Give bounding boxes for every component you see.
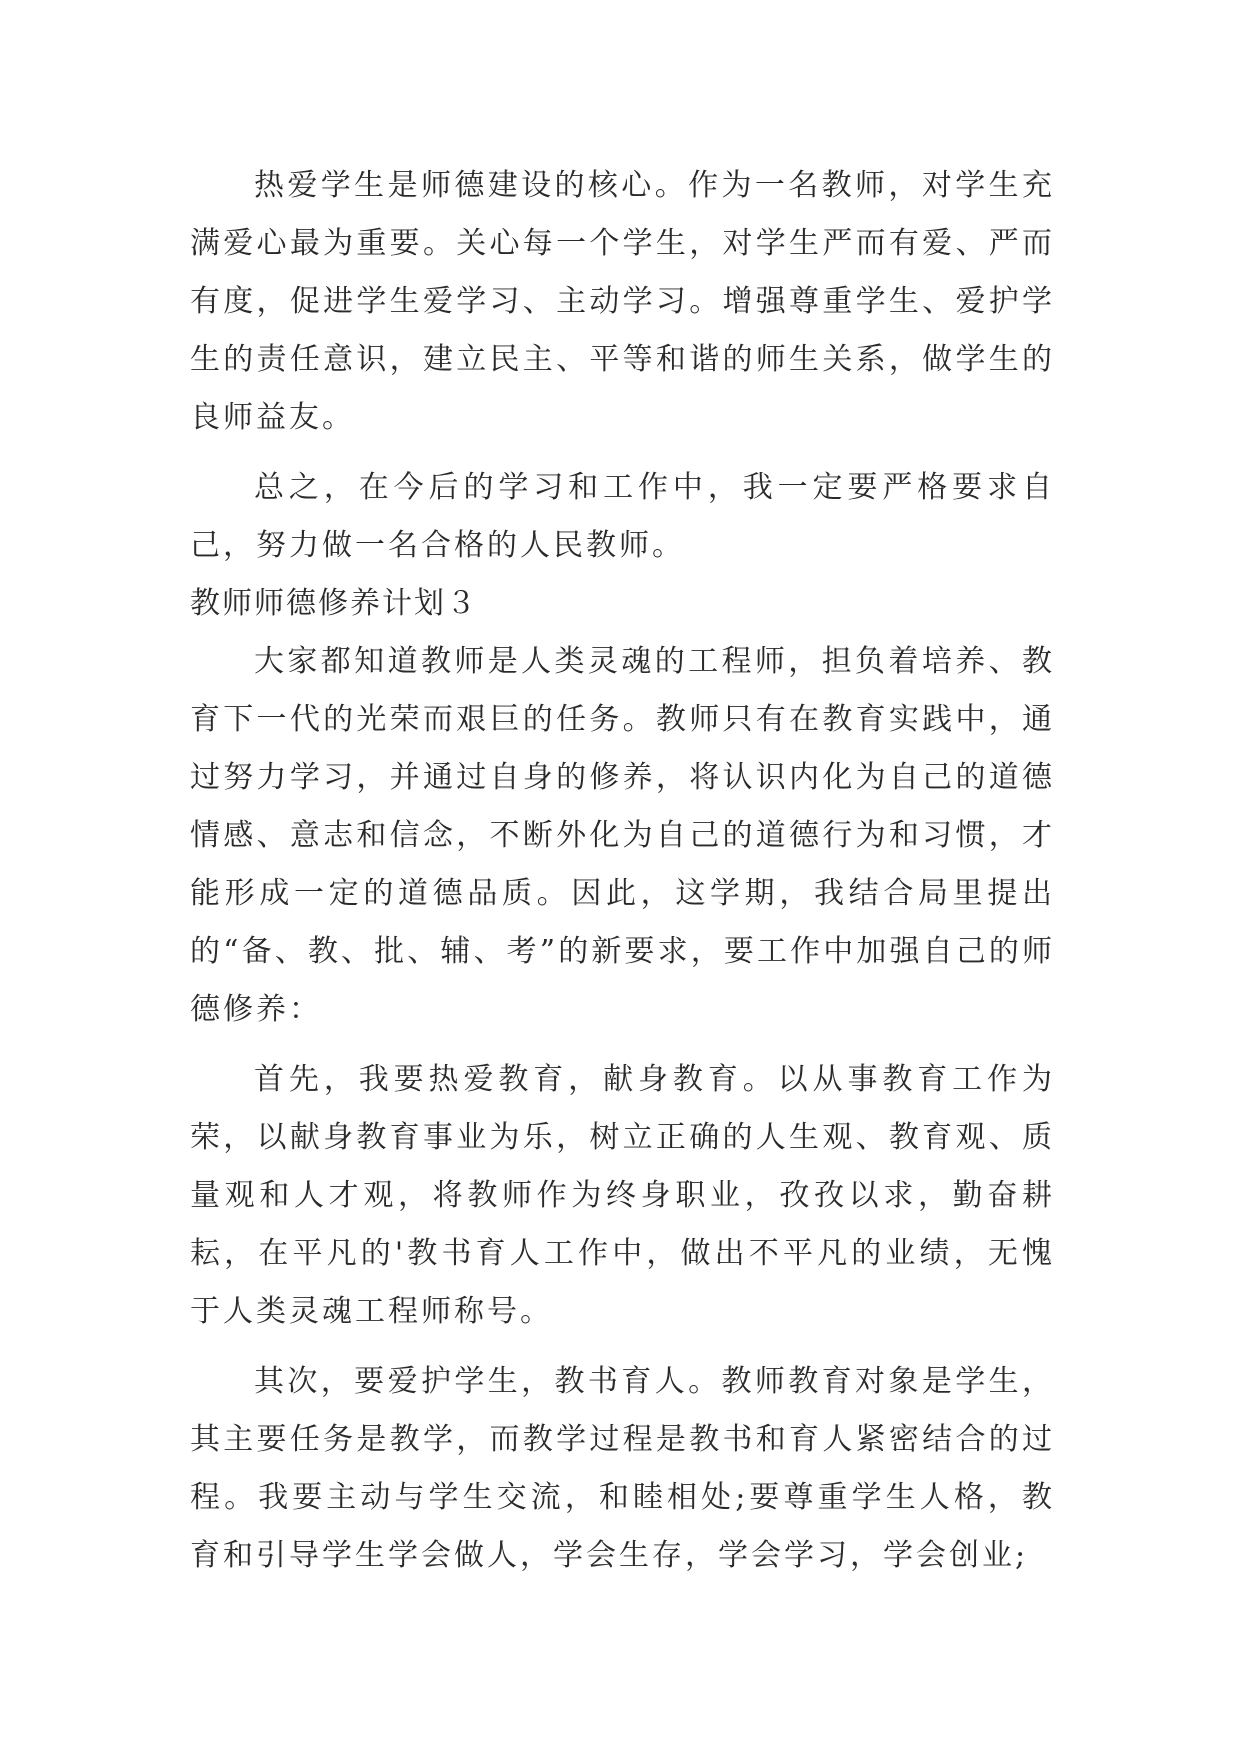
paragraph-love-students: 热爱学生是师德建设的核心。作为一名教师，对学生充满爱心最为重要。关心每一个学生，对学生严而有爱、严而有度，促进学生爱学习、主动学习。增强尊重学生、爱护学生的责任意识，建立民主、平等和谐的师生关系，做学生的良师益友。	[190, 168, 1055, 435]
paragraph-second: 其次，要爱护学生，教书育人。教师教育对象是学生，其主要任务是教学，而教学过程是教书和育人紧密结合的过程。我要主动与学生交流，和睦相处;要尊重学生人格，教育和引导学生学会做人，学会生存，学会学习，学会创业;	[190, 1364, 1055, 1573]
paragraph-first: 首先，我要热爱教育，献身教育。以从事教育工作为荣，以献身教育事业为乐，树立正确的人生观、教育观、质量观和人才观，将教师作为终身职业，孜孜以求，勤奋耕耘，在平凡的'教书育人工作中，做出不平凡的业绩，无愧于人类灵魂工程师称号。	[190, 1062, 1055, 1329]
paragraph-conclusion: 总之，在今后的学习和工作中，我一定要严格要求自己，努力做一名合格的人民教师。	[190, 470, 1055, 563]
section-heading: 教师师德修养计划３	[190, 586, 478, 621]
paragraph-intro: 大家都知道教师是人类灵魂的工程师，担负着培养、教育下一代的光荣而艰巨的任务。教师只有在教育实践中，通过努力学习，并通过自身的修养，将认识内化为自己的道德情感、意志和信念，不断外化为自己的道德行为和习惯，才能形成一定的道德品质。因此，这学期，我结合局里提出的“备、教、批、辅、考”的新要求，要工作中加强自己的师德修养：	[190, 644, 1055, 1027]
document-body	[190, 157, 1055, 1585]
